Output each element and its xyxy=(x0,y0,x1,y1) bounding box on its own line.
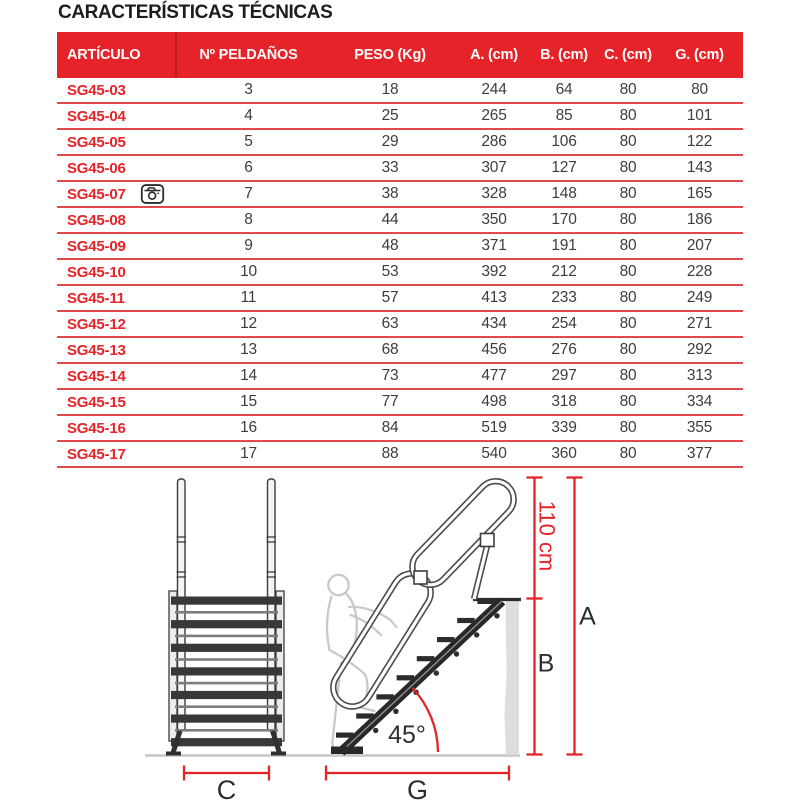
value-cell: 80 xyxy=(691,81,708,98)
value-cell: 297 xyxy=(551,367,577,384)
value-cell: 14 xyxy=(240,367,257,384)
table-row xyxy=(57,286,743,312)
value-cell: 29 xyxy=(381,133,399,150)
value-cell: 286 xyxy=(481,133,507,150)
articulo-code: SG45-07 xyxy=(67,185,126,203)
value-cell: 88 xyxy=(381,445,399,462)
column-header-3: PESO (Kg) xyxy=(354,47,426,63)
value-cell: 48 xyxy=(381,237,399,254)
wall xyxy=(505,601,519,755)
value-cell: 498 xyxy=(481,393,507,410)
value-cell: 38 xyxy=(381,185,399,202)
value-cell: 4 xyxy=(244,107,253,124)
rail-clamp xyxy=(414,571,427,584)
articulo-code: SG45-08 xyxy=(67,211,126,229)
front-view xyxy=(166,479,286,756)
value-cell: 148 xyxy=(551,185,577,202)
table-header-row xyxy=(57,32,743,78)
value-cell: 80 xyxy=(619,159,637,176)
page-title: CARACTERÍSTICAS TÉCNICAS xyxy=(58,2,333,23)
post-sleeves xyxy=(177,537,277,577)
value-cell: 77 xyxy=(381,393,399,410)
articulo-cell xyxy=(57,446,177,463)
articulo-code: SG45-13 xyxy=(67,341,126,359)
table-row xyxy=(57,208,743,234)
column-header-2: Nº PELDAÑOS xyxy=(199,47,298,63)
value-cell: 127 xyxy=(551,159,577,176)
articulo-cell xyxy=(57,184,177,204)
value-cell: 143 xyxy=(686,159,713,176)
table-row xyxy=(57,182,743,208)
value-cell: 17 xyxy=(240,445,257,462)
articulo-cell xyxy=(57,264,177,281)
value-cell: 80 xyxy=(619,315,637,332)
articulo-cell xyxy=(57,394,177,411)
value-cell: 233 xyxy=(551,289,577,306)
value-cell: 477 xyxy=(481,367,507,384)
value-cell: 334 xyxy=(686,393,713,410)
column-header-5: B. (cm) xyxy=(540,47,588,63)
value-cell: 63 xyxy=(381,315,399,332)
column-header-4: A. (cm) xyxy=(470,47,518,63)
value-cell: 101 xyxy=(686,107,713,124)
value-cell: 292 xyxy=(686,341,713,358)
value-cell: 318 xyxy=(551,393,577,410)
dim-label-a: A xyxy=(579,602,596,631)
table-body xyxy=(57,78,743,468)
table-row xyxy=(57,442,743,468)
value-cell: 68 xyxy=(381,341,399,358)
value-cell: 413 xyxy=(481,289,507,306)
value-cell: 244 xyxy=(481,81,507,98)
articulo-code: SG45-12 xyxy=(67,315,126,333)
value-cell: 25 xyxy=(381,107,399,124)
table-row xyxy=(57,390,743,416)
camera-icon[interactable] xyxy=(140,184,165,204)
articulo-cell xyxy=(57,316,177,333)
table-row xyxy=(57,156,743,182)
value-cell: 5 xyxy=(244,133,253,150)
value-cell: 80 xyxy=(619,289,637,306)
articulo-cell xyxy=(57,82,177,99)
value-cell: 8 xyxy=(244,211,253,228)
value-cell: 7 xyxy=(244,185,253,202)
value-cell: 276 xyxy=(551,341,577,358)
value-cell: 519 xyxy=(481,419,507,436)
value-cell: 434 xyxy=(481,315,507,332)
value-cell: 84 xyxy=(381,419,399,436)
value-cell: 80 xyxy=(619,393,637,410)
articulo-code: SG45-03 xyxy=(67,81,126,99)
dim-label-110cm: 110 cm xyxy=(534,500,560,572)
value-cell: 53 xyxy=(381,263,399,280)
table-row xyxy=(57,130,743,156)
value-cell: 13 xyxy=(240,341,257,358)
value-cell: 11 xyxy=(240,289,257,306)
value-cell: 80 xyxy=(619,263,637,280)
articulo-code: SG45-17 xyxy=(67,445,126,463)
value-cell: 10 xyxy=(240,263,257,280)
value-cell: 392 xyxy=(481,263,507,280)
value-cell: 80 xyxy=(619,81,637,98)
value-cell: 265 xyxy=(481,107,507,124)
value-cell: 57 xyxy=(381,289,399,306)
articulo-cell xyxy=(57,212,177,229)
column-header-7: G. (cm) xyxy=(675,47,724,63)
value-cell: 186 xyxy=(686,211,713,228)
value-cell: 165 xyxy=(686,185,713,202)
table-row xyxy=(57,78,743,104)
articulo-cell xyxy=(57,134,177,151)
value-cell: 170 xyxy=(551,211,577,228)
value-cell: 540 xyxy=(481,445,507,462)
value-cell: 360 xyxy=(551,445,577,462)
specs-table xyxy=(57,32,743,468)
value-cell: 80 xyxy=(619,185,637,202)
articulo-code: SG45-14 xyxy=(67,367,126,385)
value-cell: 6 xyxy=(244,159,253,176)
value-cell: 328 xyxy=(481,185,507,202)
dim-label-g: G xyxy=(406,775,429,800)
table-row xyxy=(57,312,743,338)
dim-line-110-b xyxy=(527,478,560,755)
value-cell: 80 xyxy=(619,341,637,358)
articulo-code: SG45-04 xyxy=(67,107,126,125)
value-cell: 228 xyxy=(686,263,713,280)
value-cell: 85 xyxy=(555,107,573,124)
value-cell: 80 xyxy=(619,367,637,384)
handrail-loop-lower xyxy=(326,566,438,713)
dim-label-b: B xyxy=(537,649,555,678)
value-cell: 249 xyxy=(686,289,713,306)
articulo-cell xyxy=(57,420,177,437)
value-cell: 80 xyxy=(619,107,637,124)
dim-line-a xyxy=(567,478,597,755)
articulo-cell xyxy=(57,160,177,177)
front-treads xyxy=(171,597,282,747)
value-cell: 191 xyxy=(551,237,577,254)
articulo-code: SG45-10 xyxy=(67,263,126,281)
value-cell: 80 xyxy=(619,419,637,436)
value-cell: 350 xyxy=(481,211,507,228)
value-cell: 254 xyxy=(551,315,577,332)
value-cell: 80 xyxy=(619,211,637,228)
table-row xyxy=(57,234,743,260)
value-cell: 44 xyxy=(381,211,399,228)
articulo-cell xyxy=(57,368,177,385)
table-row xyxy=(57,416,743,442)
table-row xyxy=(57,104,743,130)
articulo-cell xyxy=(57,342,177,359)
value-cell: 16 xyxy=(240,419,257,436)
articulo-code: SG45-11 xyxy=(67,289,125,307)
value-cell: 339 xyxy=(551,419,577,436)
table-row xyxy=(57,338,743,364)
table-row xyxy=(57,364,743,390)
column-header-1: ARTÍCULO xyxy=(57,32,177,78)
value-cell: 307 xyxy=(481,159,507,176)
value-cell: 106 xyxy=(551,133,577,150)
dim-line-g xyxy=(326,766,509,800)
value-cell: 212 xyxy=(551,263,577,280)
value-cell: 313 xyxy=(686,367,713,384)
value-cell: 122 xyxy=(686,133,713,150)
value-cell: 371 xyxy=(481,237,507,254)
value-cell: 271 xyxy=(686,315,713,332)
value-cell: 456 xyxy=(481,341,507,358)
side-view xyxy=(326,474,521,755)
dim-line-c xyxy=(184,766,269,800)
value-cell: 15 xyxy=(240,393,257,410)
value-cell: 207 xyxy=(686,237,713,254)
value-cell: 64 xyxy=(555,81,573,98)
value-cell: 12 xyxy=(240,315,257,332)
rail-clamp xyxy=(481,534,495,547)
stringer-base-foot xyxy=(331,747,363,755)
value-cell: 18 xyxy=(381,81,399,98)
dim-label-c: C xyxy=(216,775,237,800)
value-cell: 33 xyxy=(381,159,399,176)
value-cell: 377 xyxy=(686,445,713,462)
articulo-code: SG45-15 xyxy=(67,393,126,411)
value-cell: 355 xyxy=(686,419,713,436)
value-cell: 80 xyxy=(619,133,637,150)
articulo-code: SG45-09 xyxy=(67,237,126,255)
value-cell: 9 xyxy=(244,237,253,254)
dimension-lines xyxy=(184,478,596,800)
articulo-code: SG45-05 xyxy=(67,133,126,151)
table-row xyxy=(57,260,743,286)
value-cell: 73 xyxy=(381,367,399,384)
stairs-diagram xyxy=(0,470,800,800)
articulo-cell xyxy=(57,108,177,125)
value-cell: 80 xyxy=(619,445,637,462)
articulo-code: SG45-06 xyxy=(67,159,126,177)
value-cell: 80 xyxy=(619,237,637,254)
value-cell: 3 xyxy=(244,81,253,98)
articulo-cell xyxy=(57,238,177,255)
articulo-cell xyxy=(57,290,177,307)
articulo-code: SG45-16 xyxy=(67,419,126,437)
column-header-6: C. (cm) xyxy=(604,47,652,63)
angle-label: 45° xyxy=(388,721,426,749)
